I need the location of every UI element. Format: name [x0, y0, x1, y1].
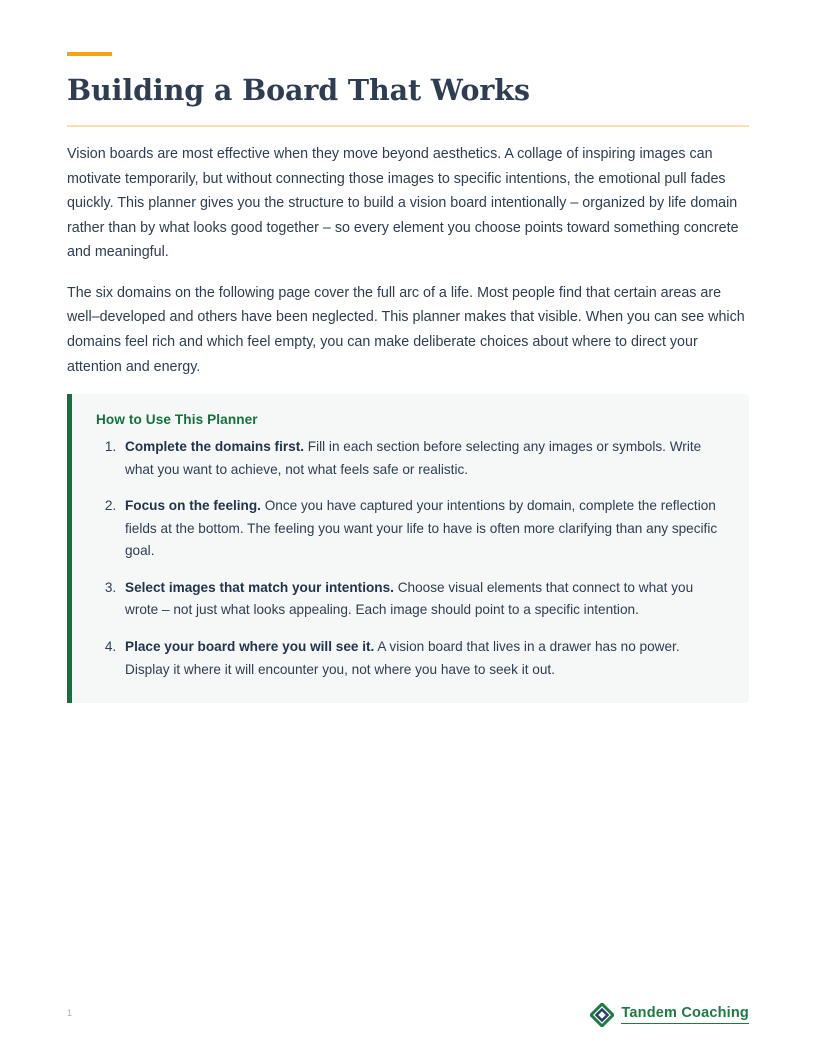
page-title: Building a Board That Works [67, 73, 530, 107]
intro-paragraph-2: The six domains on the following page cover the full arc of a life. Most people find that certain areas are well–developed and others have been neglected. This planner makes that visible. When you can see which domains feel rich and which feel empty, you can make deliberate choices about where to direct your attention and energy. [67, 284, 745, 375]
list-item [120, 577, 725, 622]
list-item-text: Fill in each section before selecting any images or symbols. Write what you want to achieve, not what feels safe or realistic. [125, 439, 702, 477]
callout-instruction-list [96, 436, 725, 681]
list-item-lead: Complete the domains first. [125, 439, 305, 454]
list-item [120, 636, 725, 681]
page-number: 1 [67, 1008, 73, 1018]
list-item-text: A vision board that lives in a drawer has no power. Display it where it will encounter you, not where you have to seek it out. [125, 638, 680, 677]
intro-paragraph-1: Vision boards are most effective when they move beyond aesthetics. A collage of inspiring images can motivate temporarily, but without connecting those images to specific intentions, the emotional pull fades quickly. This planner gives you the structure to build a vision board intentionally – organized by life domain rather than by what looks good together – so every element you choose points toward something concrete and meaningful. [67, 146, 739, 261]
list-item [120, 495, 725, 563]
page-header [67, 52, 749, 127]
list-item-lead: Place your board where you will see it. [125, 638, 375, 654]
title-divider-rule [67, 125, 749, 127]
list-item [120, 436, 725, 481]
brand-logo [590, 1003, 749, 1027]
list-item-text: Choose visual elements that connect to what you wrote – not just what looks appealing. Each image should point to a specific intention. [125, 579, 694, 618]
how-to-use-callout [67, 394, 749, 703]
orange-accent-bar [67, 52, 112, 56]
callout-title: How to Use This Planner [96, 412, 258, 427]
nested-diamond-icon [590, 1003, 614, 1027]
list-item-lead: Select images that match your intentions. [125, 579, 394, 595]
list-item-lead: Focus on the feeling. [125, 498, 261, 514]
brand-name: Tandem Coaching [621, 1006, 749, 1024]
list-item-text: Once you have captured your intentions by domain, complete the reflection fields at the bottom. The feeling you want your life to have is often more clarifying than any specific goal. [125, 498, 718, 559]
intro-body-copy [67, 142, 749, 379]
